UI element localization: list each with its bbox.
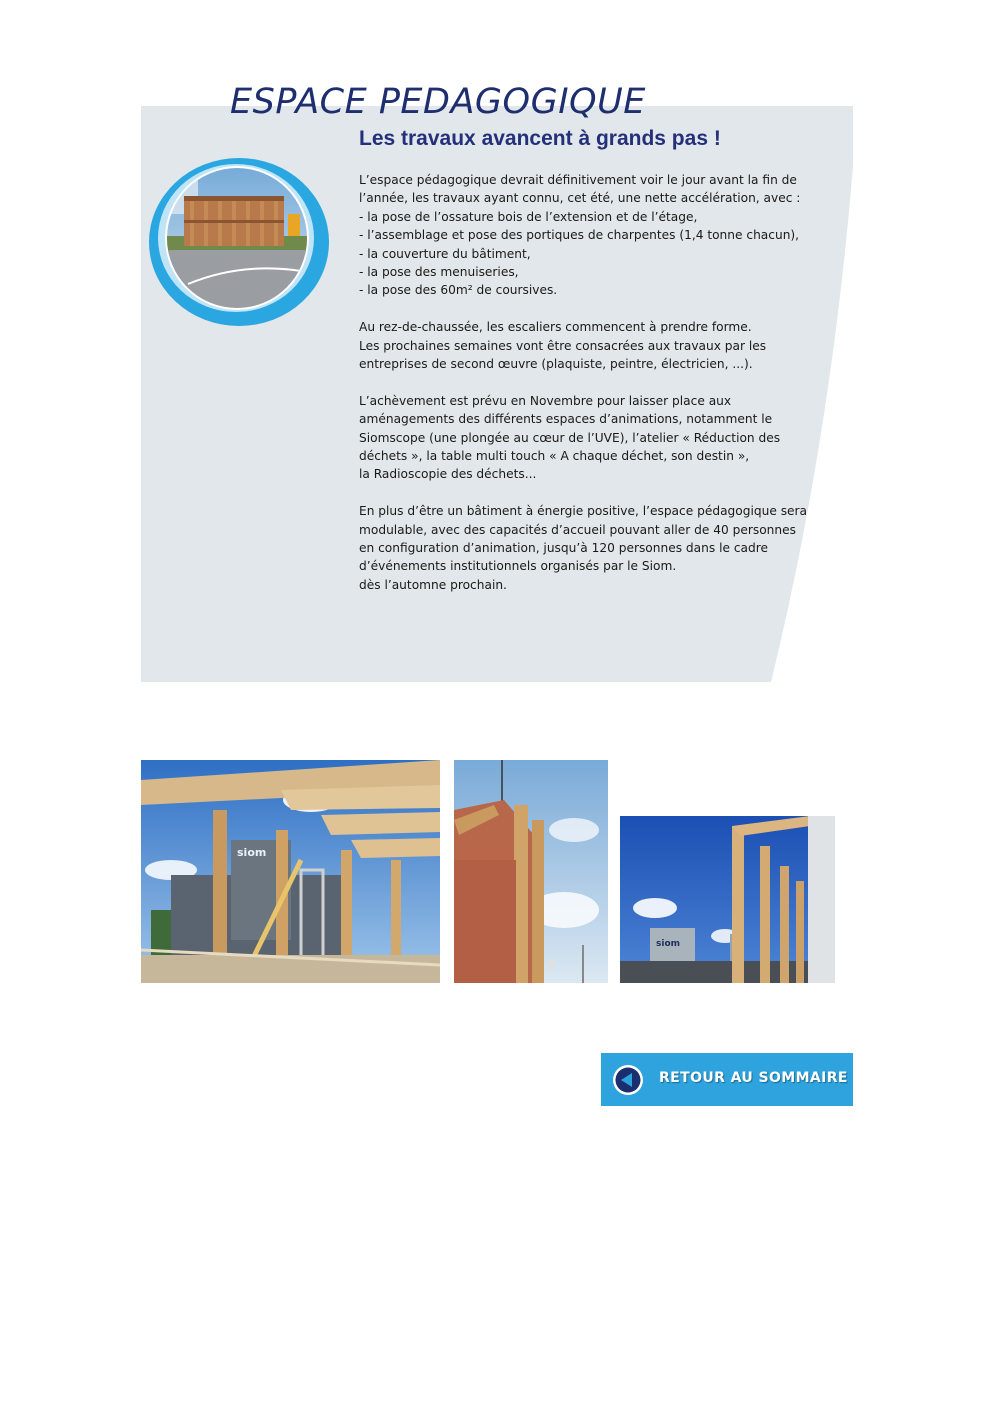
article-paragraph: Au rez-de-chaussée, les escaliers commencent à prendre forme. Les prochaines semaines vont être consacrées aux travaux par les entreprises de second œuvre (plaquiste, peintre, électricien, ...). xyxy=(359,320,767,372)
article-paragraph: En plus d’être un bâtiment à énergie positive, l’espace pédagogique sera modulable, avec des capacités d’accueil pouvant aller de 40 personnes en configuration d’animation, jusqu’à 120 personnes dans le cadre d’événements institutionnels organisés par le Siom. dès l’automne prochain. xyxy=(359,504,808,592)
article-paragraph: L’espace pédagogique devrait définitivement voir le jour avant la fin de l’année, les travaux ayant connu, cet été, une nette accélération, avec : - la pose de l’ossature bois de l’extension et de l’étage, - l’assemblage et pose des portiques de charpentes (1,4 tonne chacun), - la couverture du bâtiment, - la pose des menuiseries, - la pose des 60m² de coursives. xyxy=(359,173,801,298)
article-paragraph: L’achèvement est prévu en Novembre pour laisser place aux aménagements des différents espaces d’animations, notamment le Siomscope (une plongée au cœur de l’UVE), l’atelier « Réduction des déchets », la table multi touch « A chaque déchet, son destin », la Radioscopie des déchets... xyxy=(359,393,781,482)
page-subtitle: Les travaux avancent à grands pas ! xyxy=(359,127,721,150)
gallery-photo-beams xyxy=(141,760,440,983)
back-to-summary-button[interactable] xyxy=(601,1053,853,1106)
page-title: ESPACE PEDAGOGIQUE xyxy=(230,82,646,122)
siom-sign-text: siom xyxy=(237,846,267,859)
article-body xyxy=(359,171,808,613)
triangle-left-icon xyxy=(612,1064,644,1096)
gallery-photo-frames xyxy=(620,816,835,983)
back-to-summary-label: RETOUR AU SOMMAIRE xyxy=(659,1070,848,1086)
gallery-photo-portal xyxy=(454,760,608,983)
building-photo-circle xyxy=(148,154,330,326)
siom-sign-text: siom xyxy=(656,939,681,949)
